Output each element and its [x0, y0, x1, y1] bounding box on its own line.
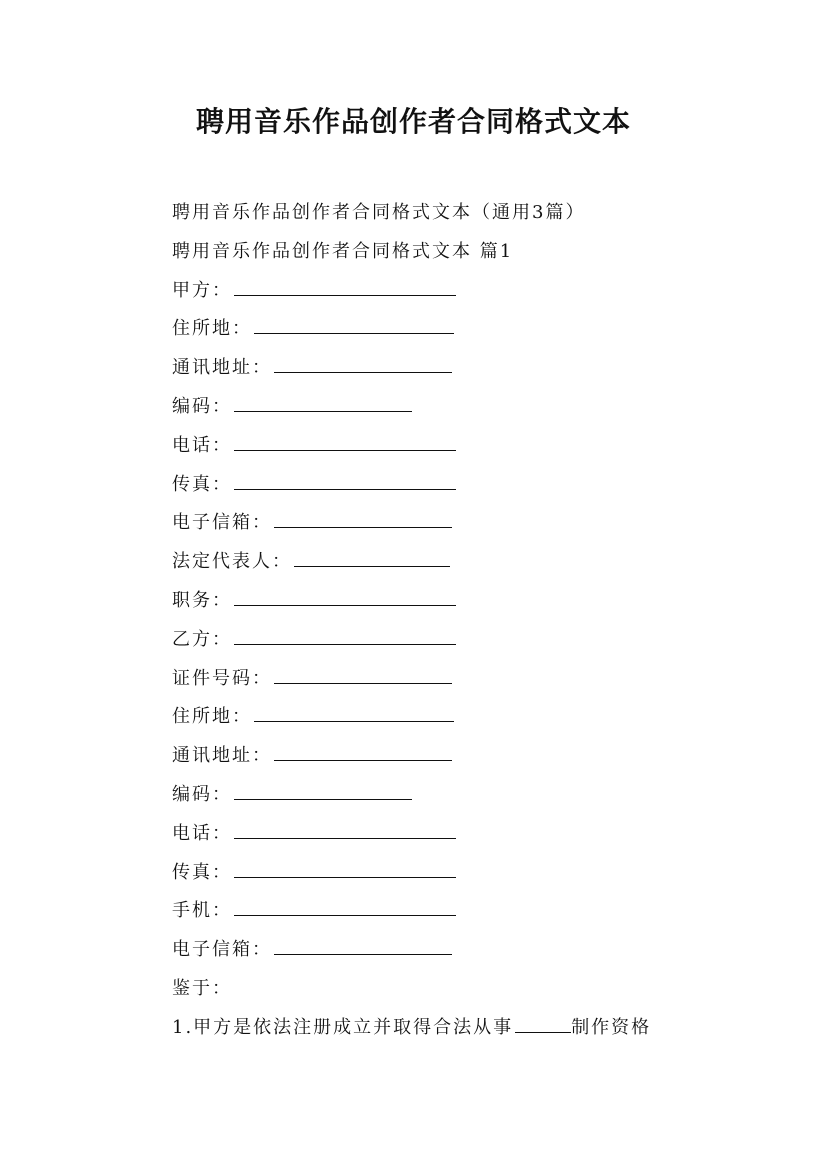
party-b-fax-line [172, 854, 732, 893]
party-a-legal-rep-line [172, 543, 732, 582]
party-b-residence-blank[interactable] [254, 705, 454, 722]
party-a-position-line [172, 582, 732, 621]
party-b-residence-label: 住所地： [172, 706, 252, 728]
party-b-postcode-blank[interactable] [234, 783, 412, 800]
clause-1-text-start: 1.甲方是依法注册成立并取得合法从事 [172, 1016, 514, 1038]
party-a-position-blank[interactable] [234, 589, 456, 606]
party-b-label: 乙方： [172, 628, 232, 650]
party-b-phone-label: 电话： [172, 822, 232, 844]
party-b-email-line [172, 931, 732, 970]
party-b-email-label: 电子信箱： [172, 939, 272, 961]
party-b-id-blank[interactable] [274, 667, 452, 684]
party-a-address-label: 通讯地址： [172, 357, 272, 379]
party-a-email-line [172, 504, 732, 543]
party-a-postcode-blank[interactable] [234, 395, 412, 412]
party-a-legal-rep-blank[interactable] [294, 550, 450, 567]
party-a-label: 甲方： [172, 279, 232, 301]
party-a-email-label: 电子信箱： [172, 512, 272, 534]
party-b-fax-label: 传真： [172, 861, 232, 883]
party-a-phone-blank[interactable] [234, 434, 456, 451]
party-b-email-blank[interactable] [274, 938, 452, 955]
party-b-line [172, 621, 732, 660]
party-a-phone-label: 电话： [172, 434, 232, 456]
party-a-blank[interactable] [234, 279, 456, 296]
party-b-mobile-line [172, 892, 732, 931]
party-b-residence-line [172, 698, 732, 737]
party-b-blank[interactable] [234, 628, 456, 645]
whereas-label: 鉴于： [172, 977, 232, 999]
party-a-email-blank[interactable] [274, 511, 452, 528]
party-b-id-line [172, 660, 732, 699]
document-body [172, 194, 732, 1048]
section-heading: 聘用音乐作品创作者合同格式文本 篇1 [172, 240, 514, 262]
party-a-position-label: 职务： [172, 589, 232, 611]
clause-1-blank[interactable] [515, 1016, 571, 1033]
party-a-residence-line [172, 310, 732, 349]
party-a-fax-label: 传真： [172, 473, 232, 495]
party-a-residence-label: 住所地： [172, 318, 252, 340]
party-b-mobile-label: 手机： [172, 900, 232, 922]
subtitle: 聘用音乐作品创作者合同格式文本（通用3篇） [172, 202, 586, 223]
party-a-fax-line [172, 466, 732, 505]
party-a-postcode-line [172, 388, 732, 427]
clause-1-line [172, 1009, 732, 1048]
document-title: 聘用音乐作品创作者合同格式文本 [195, 105, 631, 138]
party-b-address-line [172, 737, 732, 776]
party-a-address-blank[interactable] [274, 356, 452, 373]
party-a-residence-blank[interactable] [254, 317, 454, 334]
party-b-fax-blank[interactable] [234, 861, 456, 878]
party-a-line [172, 272, 732, 311]
party-b-address-blank[interactable] [274, 744, 452, 761]
party-a-postcode-label: 编码： [172, 395, 232, 417]
party-b-mobile-blank[interactable] [234, 899, 456, 916]
clause-1-text-end: 制作资格 [571, 1016, 652, 1038]
party-a-address-line [172, 349, 732, 388]
party-b-phone-blank[interactable] [234, 822, 456, 839]
party-a-phone-line [172, 427, 732, 466]
party-b-address-label: 通讯地址： [172, 745, 272, 767]
party-b-postcode-label: 编码： [172, 783, 232, 805]
party-b-postcode-line [172, 776, 732, 815]
party-b-id-label: 证件号码： [172, 667, 272, 689]
party-a-fax-blank[interactable] [234, 473, 456, 490]
party-b-phone-line [172, 815, 732, 854]
party-a-legal-rep-label: 法定代表人： [172, 551, 292, 573]
